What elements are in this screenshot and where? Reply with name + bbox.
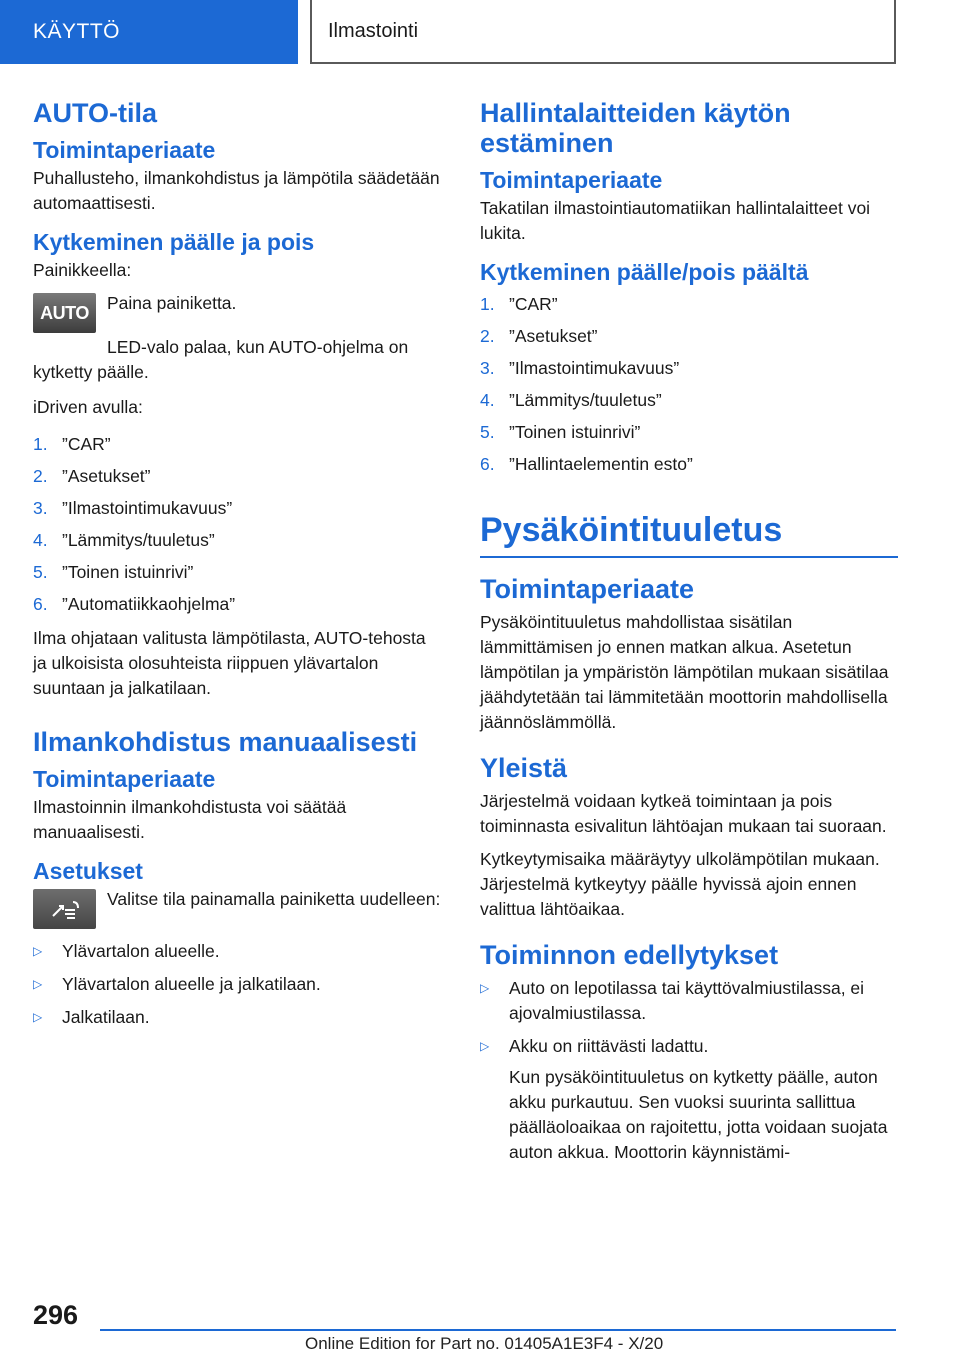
lock-principle-text: Takatilan ilmastointiautomatiikan hallintalaitteet voi lukita.: [480, 198, 871, 243]
lock-heading: Hallintalaitteiden käytön estäminen: [480, 98, 791, 158]
list-item: ▷ Ylävartalon alueelle ja jalkatilaan.: [33, 974, 321, 994]
settings-heading: Asetukset: [33, 858, 143, 884]
list-item: 3. ”Ilmastointimukavuus”: [480, 358, 680, 378]
parking-ventilation-heading: Pysäköintituuletus: [480, 510, 898, 558]
list-item: 2. ”Asetukset”: [480, 326, 598, 346]
footer-divider: [100, 1329, 896, 1331]
auto-principle-text: Puhallusteho, ilmankohdistus ja lämpötila säädetään automaattisesti.: [33, 168, 440, 213]
manual-principle-heading: Toimintaperiaate: [33, 766, 216, 792]
auto-button-icon: AUTO: [33, 293, 96, 333]
left-column: [33, 98, 443, 1038]
options-list: [33, 939, 443, 1030]
list-item: 3. ”Ilmastointimukavuus”: [33, 498, 233, 518]
led-text: LED-valo palaa, kun AUTO-ohjelma on kytketty päälle.: [33, 337, 409, 382]
list-item: 2. ”Asetukset”: [33, 466, 151, 486]
auto-desc: Ilma ohjataan valitusta lämpötilasta, AUTO-tehosta ja ulkoisista olosuhteista riippuen ylävartalon suuntaan ja jalkatilaan.: [33, 628, 426, 698]
general-text-2: Kytkeytymisaika määräytyy ulkolämpötilan mukaan. Järjestelmä kytkeytyy päälle hyvissä ajoin ennen valittua lähtöaikaa.: [480, 849, 880, 919]
idrive-intro: iDriven avulla:: [33, 397, 143, 417]
lock-steps-list: [480, 288, 898, 480]
switch-heading: Kytkeminen päälle ja pois: [33, 229, 315, 255]
manual-heading: Ilmankohdistus manuaalisesti: [33, 727, 418, 757]
lock-principle-heading: Toimintaperiaate: [480, 167, 663, 193]
section-tab: KÄYTTÖ: [0, 0, 298, 64]
general-heading: Yleistä: [480, 753, 568, 783]
list-item: 6. ”Hallintaelementin esto”: [480, 454, 693, 474]
park-principle-heading: Toimintaperiaate: [480, 574, 695, 604]
requirements-list: [480, 976, 898, 1171]
park-principle-text: Pysäköintituuletus mahdollistaa sisätilan lämmittämisen jo ennen matkan alkua. Asetetun lämpötilan ja ympäristön lämpötilan mukaan sisätilaa jäähdytetään tai lämmitetään moottorin mahdollisella jäännöslämmöllä.: [480, 612, 889, 732]
general-text-1: Järjestelmä voidaan kytkeä toimintaan ja pois toiminnasta esivalitun lähtöajan mukaan tai suoraan.: [480, 791, 887, 836]
auto-steps-list: [33, 428, 443, 620]
right-column: [480, 98, 898, 1179]
press-text: Paina painiketta.: [107, 293, 237, 313]
edition-text: Online Edition for Part no. 01405A1E3F4 - X/20: [305, 1334, 664, 1353]
list-item: 1. ”CAR”: [480, 294, 558, 314]
list-item: ▷ Jalkatilaan.: [33, 1007, 150, 1027]
auto-mode-heading: AUTO-tila: [33, 98, 158, 128]
list-item: 1. ”CAR”: [33, 434, 111, 454]
list-item: 4. ”Lämmitys/tuuletus”: [33, 530, 215, 550]
lock-switch-heading: Kytkeminen päälle/pois päältä: [480, 259, 809, 285]
page-number: 296: [33, 1300, 79, 1330]
auto-button-row: [33, 291, 443, 333]
air-distribution-icon: [33, 889, 96, 929]
settings-text: Valitse tila painamalla painiketta uudelleen:: [107, 889, 441, 909]
list-item: 5. ”Toinen istuinrivi”: [33, 562, 194, 582]
list-item: 6. ”Automatiikkaohjelma”: [33, 594, 236, 614]
chapter-tab: Ilmastointi: [310, 0, 896, 64]
auto-principle-heading: Toimintaperiaate: [33, 137, 216, 163]
requirements-heading: Toiminnon edellytykset: [480, 940, 779, 970]
list-item: 4. ”Lämmitys/tuuletus”: [480, 390, 662, 410]
list-item: 5. ”Toinen istuinrivi”: [480, 422, 641, 442]
list-item: ▷ Ylävartalon alueelle.: [33, 941, 220, 961]
list-item: ▷ Auto on lepotilassa tai käyttövalmiustilassa, ei ajovalmiustilassa.: [480, 978, 865, 1023]
list-item: ▷ Akku on riittävästi ladattu. Kun pysäköintituuletus on kytketty päälle, auton akku purkautuu. Sen vuoksi suurinta sallittua päälläoloaikaa on rajoitettu, jotta voidaan suojata auton akkua. Moottorin käynnistämi-: [480, 1036, 888, 1162]
settings-row: [33, 887, 443, 929]
switch-intro: Painikkeella:: [33, 260, 132, 280]
manual-principle-text: Ilmastoinnin ilmankohdistusta voi säätää manuaalisesti.: [33, 797, 347, 842]
